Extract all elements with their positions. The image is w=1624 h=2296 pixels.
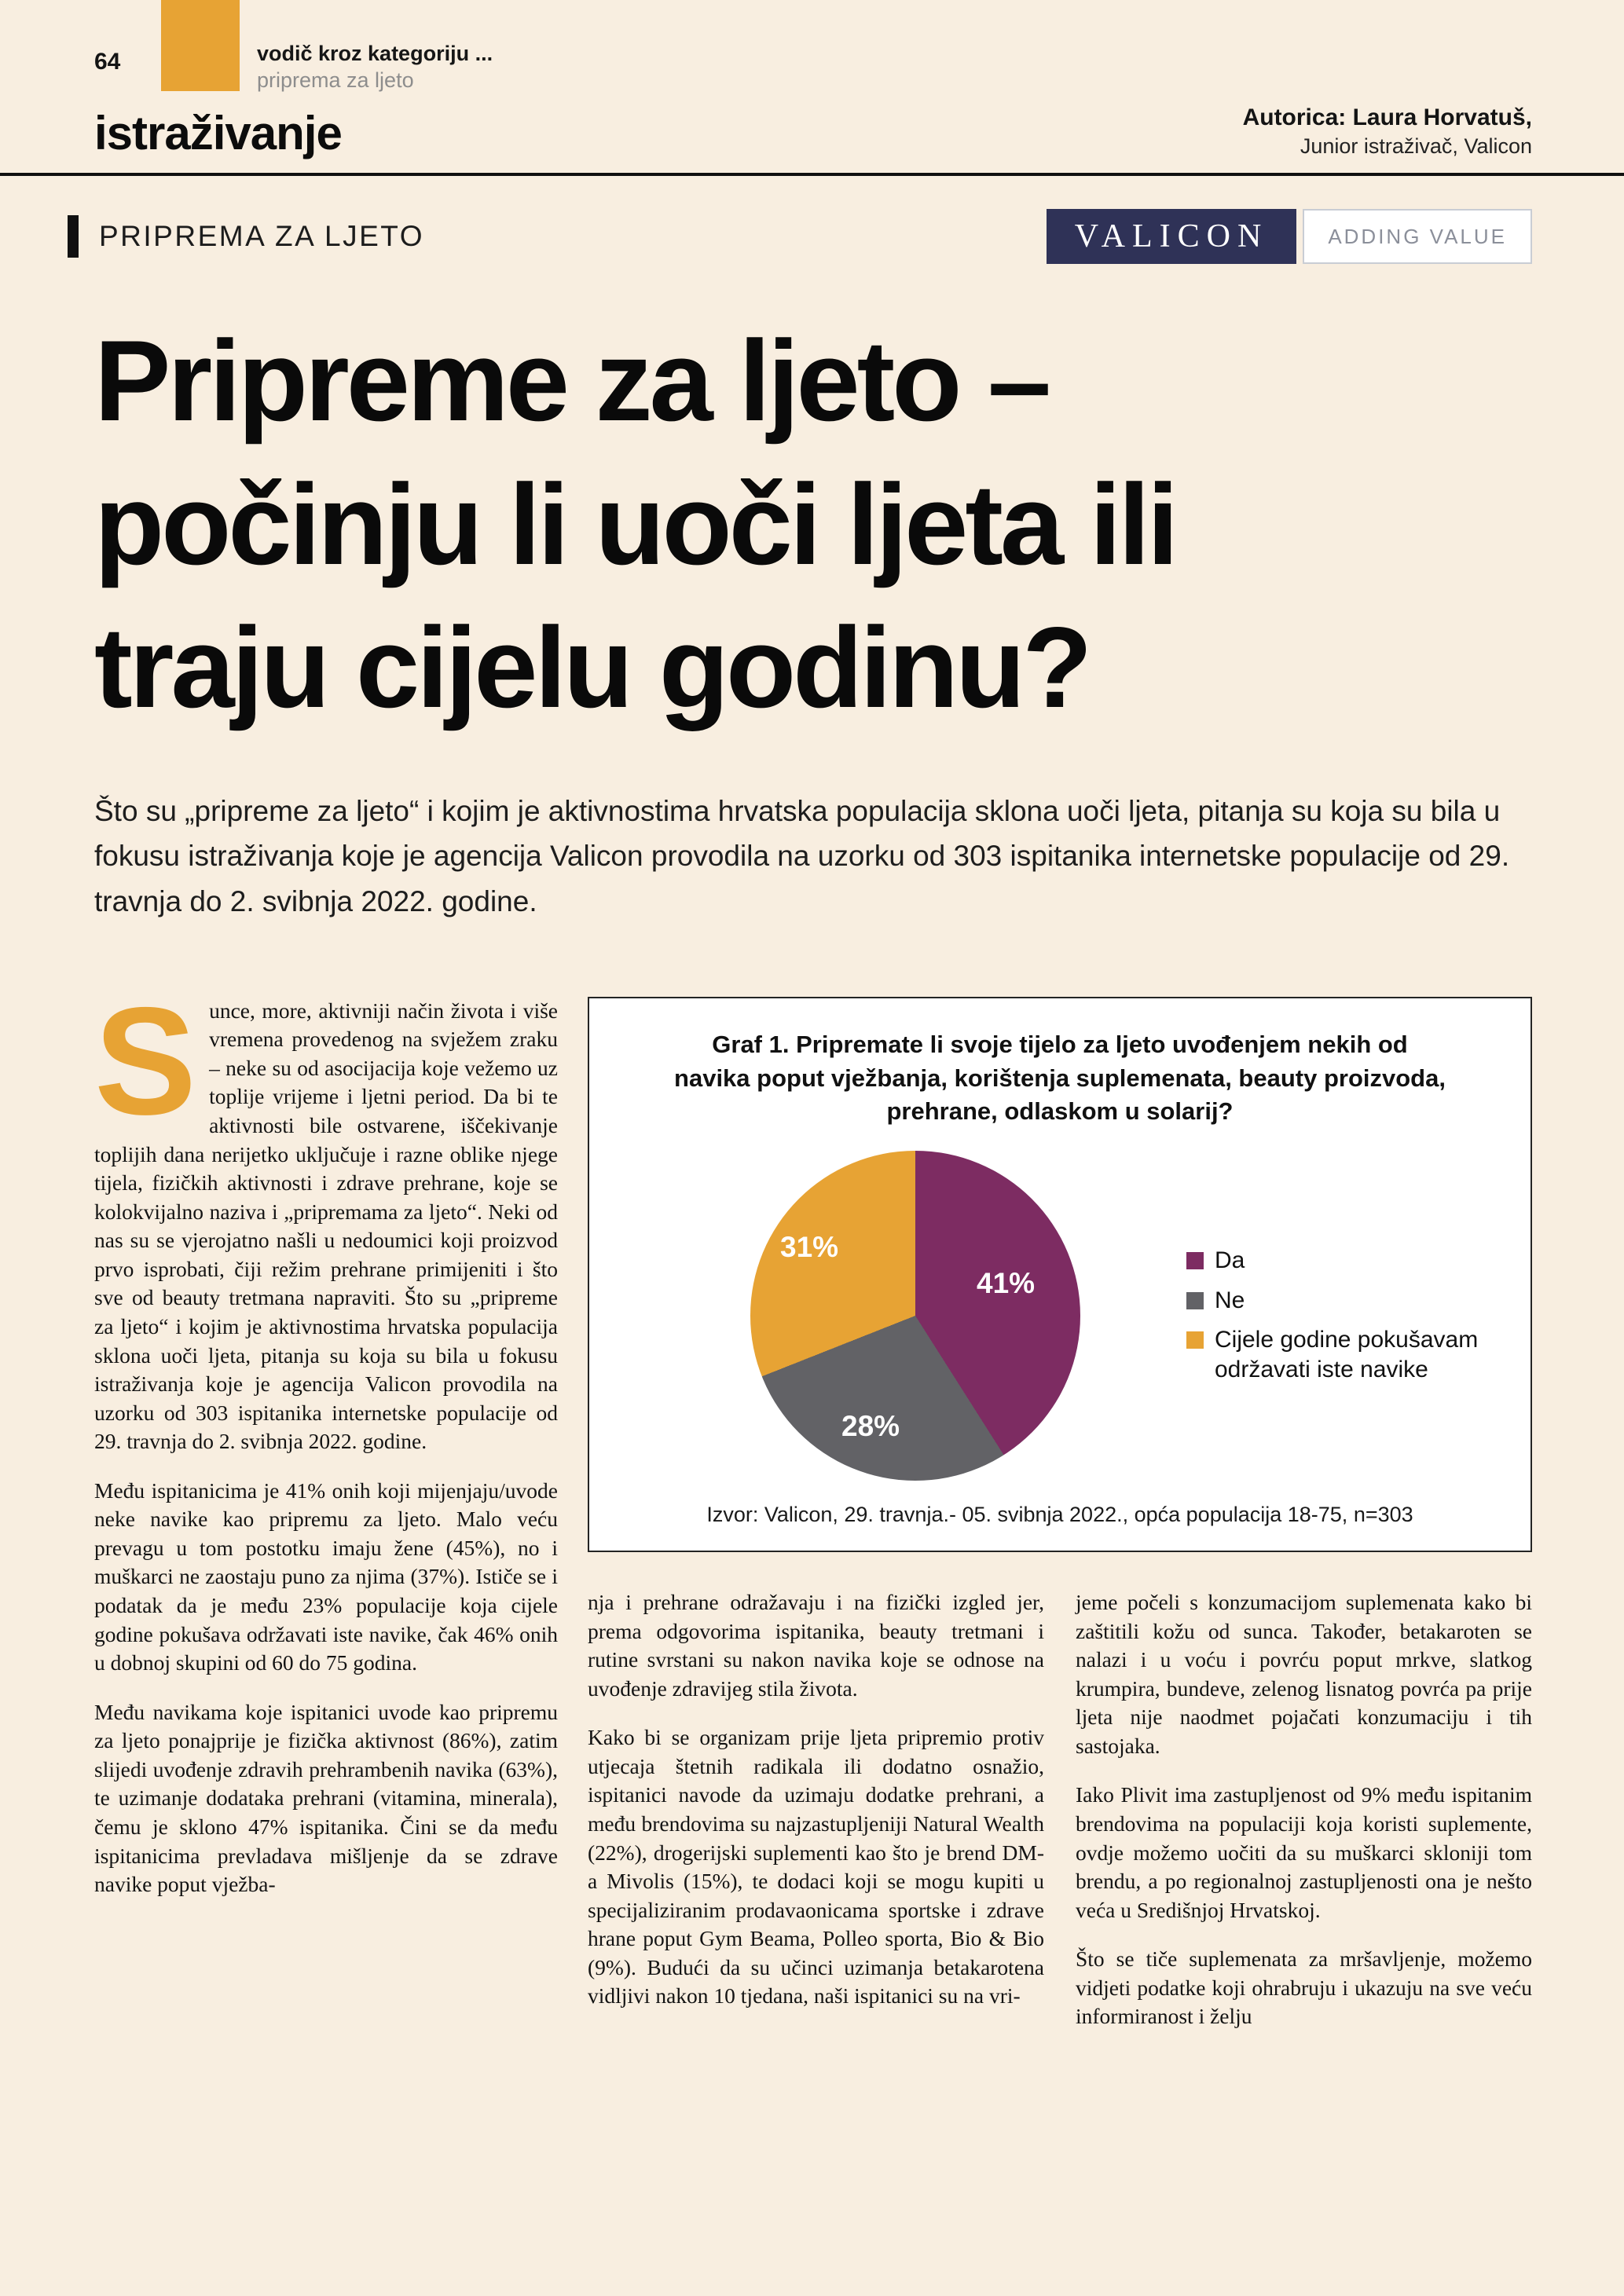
chart-title: Graf 1. Pripremate li svoje tijelo za ljeto uvođenjem nekih od navika poput vježbanja, korištenja suplemenata, beauty proizvoda, prehrane, odlaskom u solarij? (674, 1030, 1446, 1126)
kicker-bar (68, 215, 79, 258)
page-number: 64 (94, 49, 121, 75)
author-block (1243, 102, 1532, 160)
legend-swatch-ne (1186, 1292, 1204, 1309)
legend-swatch-cijele-godine (1186, 1331, 1204, 1349)
legend-item-da (1186, 1246, 1499, 1276)
legend-item-ne (1186, 1286, 1499, 1316)
pie-chart (750, 1151, 1080, 1481)
category-color-block (161, 0, 240, 91)
pie-slice-label-da: 41% (977, 1267, 1036, 1300)
valicon-logo: VALICON (1047, 209, 1297, 264)
paragraph: Među ispitanicima je 41% onih koji mijenjaju/uvode neke navike kao pripremu za ljeto. Malo veću prevagu u tom postotku imaju žene (45%), no i muškarci ne zaostaju puno za njima (37%). Ističe se i podatak da je među 23% populacije koja cijele godine pokušava održavati iste navike, čak 46% onih u dobnoj skupini od 60 do 75 godina. (94, 1478, 558, 1675)
paragraph: nja i prehrane odražavaju i na fizički izgled jer, prema odgovorima ispitanika, beauty tretmani i rutine svrstani su nakon navika koje se odnose na uvođenje zdravijeg stila života. (588, 1590, 1044, 1701)
paragraph: Iako Plivit ima zastupljenost od 9% među ispitanim brendovima na populaciji koja koristi suplemente, ovdje možemo uočiti da su muškarci skloniji tom brendu, a po regionalnoj zastupljenosti ona je nešto veća u Središnjoj Hrvatskoj. (1076, 1782, 1532, 1922)
legend-label: Da (1215, 1247, 1245, 1274)
kicker-row (94, 209, 1532, 264)
pie-slice-label-cijele-godine: 31% (780, 1231, 839, 1264)
lower-columns (588, 1588, 1532, 2052)
chart-body (621, 1151, 1499, 1481)
author-name: Autorica: Laura Horvatuš, (1242, 104, 1532, 130)
paragraph (94, 975, 558, 1456)
valicon-brand (1047, 209, 1532, 264)
article-lead: Što su „pripreme za ljeto“ i kojim je aktivnostima hrvatska populacija sklona uoči ljeta, pitanja su koja su bila u fokusu istraživanja koje je agencija Valicon provodila na uzorku od 303 ispitanika internetske populacije od 29. travnja do 2. svibnja 2022. godine. (94, 794, 1510, 918)
category-kicker (257, 41, 493, 94)
paragraph: Kako bi se organizam prije ljeta pripremio protiv utjecaja štetnih radikala ili dodatno osnažio, ispitanici navode da uzimaju dodatke prehrani, a među brendovima su najzastupljeniji Natural Wealth (22%), drogerijski suplementi kao što je brend DM-a Mivolis (15%), te dodaci koji se mogu kupiti u specijaliziranim prodavaonicama sportske i zdrave hrane poput Gym Beama, Polleo sporta, Bio & Bio (9%). Budući da su učinci uzimanja betakarotena vidljivi nakon 10 tjedana, naši ispitanici su na vri- (588, 1725, 1044, 2009)
body-column-2 (588, 1588, 1044, 2052)
section-row (94, 102, 1532, 160)
headline-line3: traju cijelu godinu? (94, 603, 1090, 732)
article-kicker (94, 215, 424, 258)
article-body (94, 975, 1532, 2052)
headline-line2: počinju li uoči ljeta ili (94, 460, 1176, 588)
right-content-area (588, 997, 1532, 2052)
pie-slice-label-ne: 28% (841, 1410, 900, 1443)
page-header (94, 0, 1532, 102)
valicon-tagline: ADDING VALUE (1303, 209, 1532, 264)
chart-legend (1186, 1246, 1499, 1386)
article-headline (94, 309, 1532, 740)
category-kicker-line2: priprema za ljeto (257, 68, 414, 92)
legend-label: Ne (1215, 1287, 1245, 1313)
body-column-3 (1076, 1588, 1532, 2052)
legend-item-cijele-godine (1186, 1325, 1499, 1386)
paragraph: jeme počeli s konzumacijom suplemenata kako bi zaštitili kožu od sunca. Također, betakaroten se nalazi i u voću i povrću poput mrkve, slatkog krumpira, bundeve, zelenog lisnatog povrća pa prije ljeta nije naodmet pojačati konzumaciju i tih sastojaka. (1076, 1590, 1532, 1758)
category-kicker-line1: vodič kroz kategoriju ... (257, 42, 493, 65)
legend-label: Cijele godine pokušavam održavati iste navike (1215, 1327, 1479, 1383)
headline-line1: Pripreme za ljeto – (94, 317, 1049, 445)
paragraph: Što se tiče suplemenata za mršavljenje, možemo vidjeti podatke koji ohrabruju i ukazuju na sve veću informiranost i želju (1076, 1946, 1532, 2029)
legend-swatch-da (1186, 1252, 1204, 1269)
paragraph-text: unce, more, aktivniji način života i više vremena provedenog na svježem zraku – neke su od asocijacija koje vežemo uz toplije vrijeme i ljetni period. Da bi te aktivnosti bile ostvarene, iščekivanje toplijih dana nerijetko uključuje i razne oblike njege tijela, fizičkih aktivnosti i zdrave prehrane, koje se kolokvijalno naziva i „pripremama za ljeto“. Neki od nas su se vjerojatno našli u nedoumici koji proizvod prvo isprobati, čiji režim prehrane primijeniti i što sve od beauty tretmana napraviti. Što su „pripreme za ljeto“ i kojim je aktivnostima hrvatska populacija sklona uoči ljeta, pitanja su koja su bila u fokusu istraživanja koje je agencija Valicon provodila na uzorku od 303 ispitanika internetske populacije od 29. travnja do 2. svibnja 2022. godine. (94, 998, 558, 1454)
body-column-1 (94, 975, 558, 2052)
chart-panel (588, 997, 1532, 1552)
kicker-text: PRIPREMA ZA LJETO (99, 220, 424, 253)
author-role: Junior istraživač, Valicon (1300, 134, 1532, 158)
drop-cap: S (94, 975, 197, 1147)
section-title: istraživanje (94, 107, 342, 160)
chart-source: Izvor: Valicon, 29. travnja.- 05. svibnja 2022., opća populacija 18-75, n=303 (706, 1503, 1413, 1527)
pie-chart-wrapper (750, 1151, 1080, 1481)
paragraph: Među navikama koje ispitanici uvode kao pripremu za ljeto ponajprije je fizička aktivnost (86%), zatim slijedi uvođenje zdravih prehrambenih navika (63%), te uzimanje dodataka prehrani (vitamina, minerala), čemu je sklono 47% ispitanika. Čini se da među ispitanicima prevladava mišljenje da se zdrave navike poput vježba- (94, 1699, 558, 1897)
header-divider (0, 173, 1624, 176)
